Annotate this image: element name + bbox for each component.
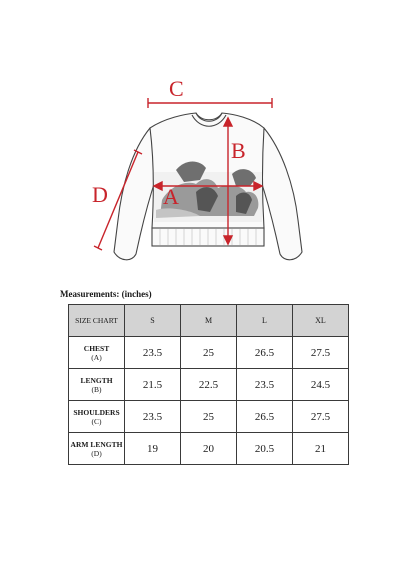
label-b: B: [231, 138, 246, 163]
row-code: (C): [91, 416, 102, 426]
row-name: ARM LENGTH: [70, 439, 123, 449]
table-row: [69, 433, 349, 465]
table-cell: 27.5: [293, 337, 349, 369]
size-header-m: M: [181, 305, 237, 337]
table-cell: 23.5: [125, 337, 181, 369]
table-cell: 24.5: [293, 369, 349, 401]
table-cell: 26.5: [237, 337, 293, 369]
table-cell: 25: [181, 401, 237, 433]
row-header-arm-length: [69, 433, 125, 465]
table-cell: 20: [181, 433, 237, 465]
table-row: [69, 401, 349, 433]
table-cell: 27.5: [293, 401, 349, 433]
table-row: [69, 337, 349, 369]
row-name: SHOULDERS: [73, 407, 120, 417]
table-row: [69, 369, 349, 401]
table-cell: 20.5: [237, 433, 293, 465]
label-c: C: [169, 76, 184, 101]
size-chart-corner: SIZE CHART: [69, 305, 125, 337]
row-header-chest: [69, 337, 125, 369]
size-header-xl: XL: [293, 305, 349, 337]
table-header-row: [69, 305, 349, 337]
table-cell: 21.5: [125, 369, 181, 401]
table-cell: 19: [125, 433, 181, 465]
table-cell: 26.5: [237, 401, 293, 433]
table-cell: 25: [181, 337, 237, 369]
row-header-length: [69, 369, 125, 401]
size-header-l: L: [237, 305, 293, 337]
table-cell: 23.5: [125, 401, 181, 433]
row-code: (B): [91, 384, 102, 394]
table-cell: 22.5: [181, 369, 237, 401]
measurements-caption: Measurements: (inches): [60, 289, 152, 299]
row-name: CHEST: [83, 343, 110, 353]
table-cell: 23.5: [237, 369, 293, 401]
dimension-c: [148, 98, 272, 108]
row-header-shoulders: [69, 401, 125, 433]
size-chart-table: [68, 304, 349, 465]
row-code: (A): [91, 352, 102, 362]
table-cell: 21: [293, 433, 349, 465]
row-code: (D): [91, 448, 102, 458]
row-name: LENGTH: [80, 375, 113, 385]
label-d: D: [92, 182, 108, 207]
label-a: A: [163, 184, 179, 209]
size-header-s: S: [125, 305, 181, 337]
sweater-diagram: [0, 0, 416, 280]
